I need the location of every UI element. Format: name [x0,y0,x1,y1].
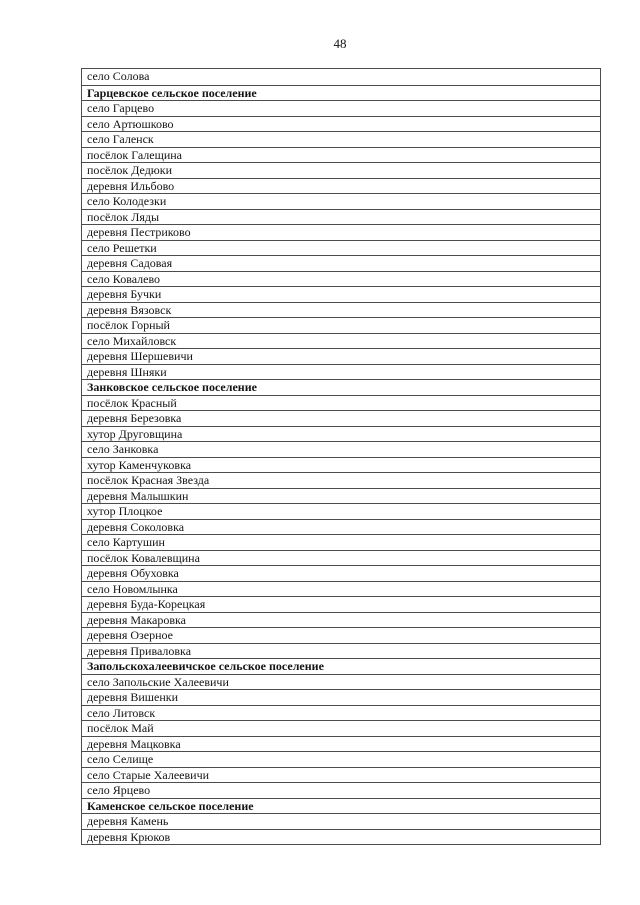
table-row: деревня Крюков [82,829,600,845]
table-row: село Солова [87,69,150,83]
table-row: село Ярцево [82,782,600,798]
table-row: деревня Буда-Корецкая [82,596,600,612]
table-row: посёлок Дедюки [82,162,600,178]
table-row: село Гарцево [82,100,600,116]
table-row: хутор Каменчуковка [82,457,600,473]
table-row-settlement-header: Запольскохалеевичское сельское поселение [82,658,600,674]
table-row: посёлок Галещина [82,147,600,163]
table-row: деревня Озерное [82,627,600,643]
table-row: посёлок Красный [82,395,600,411]
table-row: деревня Вишенки [82,689,600,705]
table-row: деревня Соколовка [82,519,600,535]
table-row-settlement-header: Гарцевское сельское поселение [82,85,600,101]
table-row: село Михайловск [82,333,600,349]
table-row-settlement-header: Каменское сельское поселение [82,798,600,814]
table-row: село Запольские Халеевичи [82,674,600,690]
table-row: село Новомлынка [82,581,600,597]
table-row: деревня Березовка [82,410,600,426]
table-row: деревня Вязовск [82,302,600,318]
table-row: деревня Шняки [82,364,600,380]
table-row: деревня Обуховка [82,565,600,581]
table-row-settlement-header: Занковское сельское поселение [82,379,600,395]
table-row: деревня Камень [82,813,600,829]
table-row: хутор Плоцкое [82,503,600,519]
table-row: деревня Приваловка [82,643,600,659]
table-row: село Картушин [82,534,600,550]
table-row: село Колодезки [82,193,600,209]
table-row: село Ковалево [82,271,600,287]
table-row: деревня Шершевичи [82,348,600,364]
table-row: посёлок Красная Звезда [82,472,600,488]
table-row: посёлок Ковалевщина [82,550,600,566]
table-row: деревня Бучки [82,286,600,302]
table-row: село Селище [82,751,600,767]
table-row: село Старые Халеевичи [82,767,600,783]
table-row: село Литовск [82,705,600,721]
table-row: село Галенск [82,131,600,147]
table-row: село Артюшково [82,116,600,132]
table-row: деревня Ильбово [82,178,600,194]
table-row: деревня Мацковка [82,736,600,752]
settlement-table [81,68,601,845]
table-row: село Занковка [82,441,600,457]
table-row: деревня Макаровка [82,612,600,628]
table-row: деревня Пестриково [82,224,600,240]
table-row: посёлок Май [82,720,600,736]
table-row: деревня Малышкин [82,488,600,504]
table-row: деревня Садовая [82,255,600,271]
page-number: 48 [333,36,347,51]
table-row: село Решетки [82,240,600,256]
table-row: посёлок Горный [82,317,600,333]
table-row: посёлок Ляды [82,209,600,225]
table-row: хутор Друговщина [82,426,600,442]
